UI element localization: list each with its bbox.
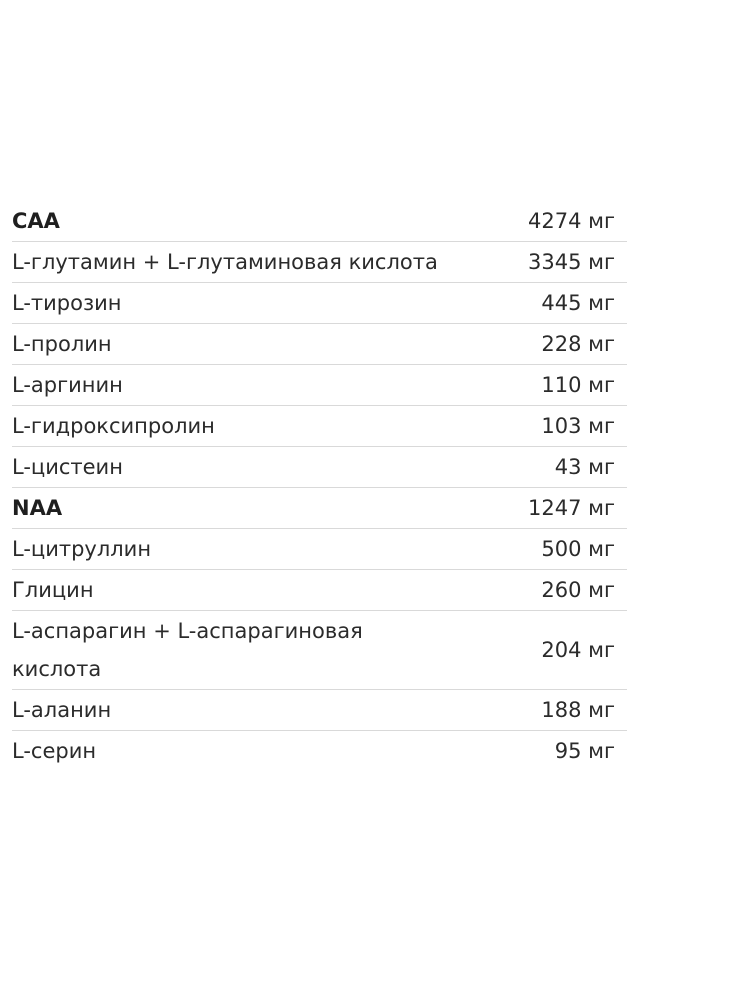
row-value: 110 мг	[442, 365, 627, 406]
amino-acid-table	[12, 201, 627, 771]
table-row	[12, 242, 627, 283]
table-row	[12, 570, 627, 611]
table-row	[12, 611, 627, 690]
row-name: L-пролин	[12, 324, 442, 365]
row-name: L-серин	[12, 739, 97, 763]
row-value: 1247 мг	[442, 488, 627, 529]
row-value: 43 мг	[442, 447, 627, 488]
row-name: Глицин	[12, 570, 442, 611]
table-row	[12, 324, 627, 365]
table-row-naa	[12, 488, 627, 529]
row-value: 204 мг	[442, 611, 627, 690]
row-name: CAA	[12, 201, 442, 242]
table-row	[12, 731, 627, 772]
table-row	[12, 406, 627, 447]
row-name: L-тирозин	[12, 283, 442, 324]
row-name: L-глутамин + L-глутаминовая кислота	[12, 242, 442, 283]
row-value: 4274 мг	[442, 201, 627, 242]
row-value: 260 мг	[442, 570, 627, 611]
table-row	[12, 447, 627, 488]
row-value: 103 мг	[442, 406, 627, 447]
table-row	[12, 690, 627, 731]
row-name: L-цистеин	[12, 447, 442, 488]
row-value: 445 мг	[442, 283, 627, 324]
table-row-caa	[12, 201, 627, 242]
row-value: 3345 мг	[442, 242, 627, 283]
table-row	[12, 283, 627, 324]
table-row	[12, 529, 627, 570]
row-name: NAA	[12, 488, 442, 529]
row-value: 228 мг	[442, 324, 627, 365]
row-value: 188 мг	[442, 690, 627, 731]
row-name: L-аспарагин + L-аспарагиновая кислота	[12, 611, 442, 690]
row-value: 95 мг	[554, 739, 615, 763]
row-name: L-аргинин	[12, 365, 442, 406]
table-row	[12, 365, 627, 406]
row-name: L-гидроксипролин	[12, 406, 442, 447]
row-name: L-цитруллин	[12, 529, 442, 570]
row-value: 500 мг	[442, 529, 627, 570]
row-name: L-аланин	[12, 690, 442, 731]
